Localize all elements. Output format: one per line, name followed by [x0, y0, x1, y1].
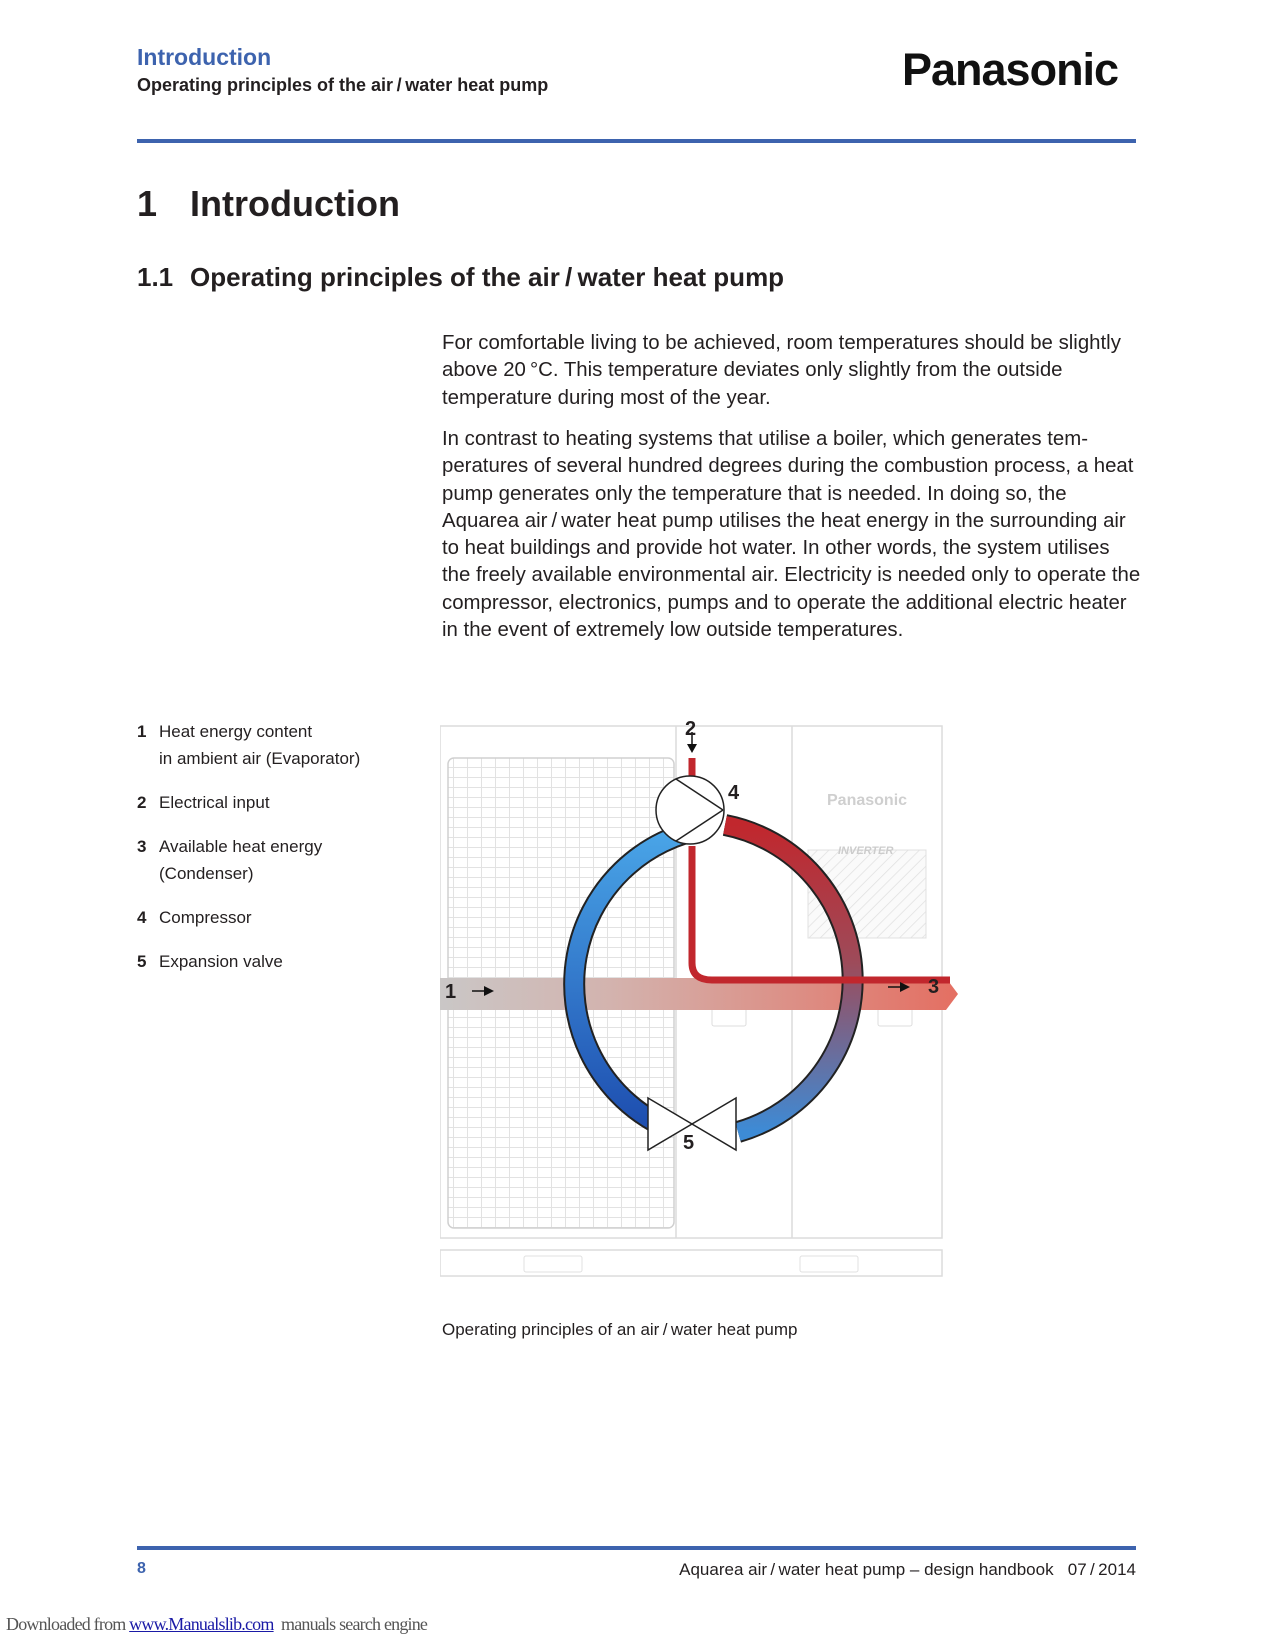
brand-logo: Panasonic	[902, 44, 1119, 95]
legend-number: 3	[137, 837, 147, 856]
download-banner	[6, 1614, 427, 1635]
legend-number: 4	[137, 908, 147, 927]
legend-item	[137, 948, 427, 975]
paragraph-2: In contrast to heating systems that utilise a boiler, which generates temperatures of several hundred degrees during the combustion process, a heat pump generates only the temperature that is needed. In doing so, the Aquarea air / water heat pump utilises the heat energy in the surrounding air to heat buildings and provide hot water. In other words, the system utilises the freely available environmental air. Electricity is needed only to operate the compressor, electronics, pumps and to operate the additional electric heater in the event of extremely low outside temperatures.	[442, 428, 1141, 642]
label-2: 2	[685, 718, 697, 740]
download-suffix: manuals search engine	[273, 1614, 428, 1634]
legend-text: Electrical input	[159, 793, 270, 812]
download-prefix: Downloaded from	[6, 1614, 130, 1634]
chapter-number: 1	[137, 183, 158, 224]
header-rule	[137, 139, 1136, 143]
compressor-symbol	[656, 776, 724, 844]
legend-text: Expansion valve	[159, 952, 283, 971]
manualslib-link[interactable]: www.Manualslib.com	[129, 1614, 274, 1634]
figure-caption: Operating principles of an air / water heat pump	[442, 1320, 798, 1339]
figure-legend	[137, 718, 427, 992]
legend-text: Compressor	[159, 908, 252, 927]
label-1: 1	[445, 981, 457, 1003]
header-subtitle: Operating principles of the air / water heat pump	[137, 75, 549, 95]
legend-item	[137, 833, 427, 887]
label-5: 5	[683, 1132, 695, 1154]
legend-item	[137, 789, 427, 816]
section-number: 1.1	[137, 262, 174, 292]
legend-text: Available heat energy (Condenser)	[159, 837, 323, 883]
heat-pump-diagram	[440, 718, 1030, 1306]
label-3: 3	[928, 976, 940, 998]
legend-number: 5	[137, 952, 147, 971]
header-section-title: Introduction	[137, 44, 272, 70]
paragraph-1: For comfortable living to be achieved, room temperatures should be slightly above 20 °C. This temperature deviates only slightly from the outside temperature during most of the year.	[442, 332, 1121, 409]
chapter-title: Introduction	[190, 183, 400, 224]
section-title: Operating principles of the air / water heat pump	[190, 262, 785, 292]
footer-title: Aquarea air / water heat pump – design handbook 07 / 2014	[679, 1560, 1136, 1579]
unit-inverter-badge: INVERTER	[838, 845, 894, 857]
page-number: 8	[137, 1560, 146, 1577]
label-4: 4	[728, 782, 740, 804]
legend-item	[137, 718, 427, 772]
legend-number: 2	[137, 793, 147, 812]
footer-rule	[137, 1546, 1136, 1550]
legend-item	[137, 904, 427, 931]
legend-number: 1	[137, 722, 147, 741]
legend-text: Heat energy content in ambient air (Evaporator)	[159, 722, 361, 768]
unit-brand-label: Panasonic	[827, 792, 908, 809]
